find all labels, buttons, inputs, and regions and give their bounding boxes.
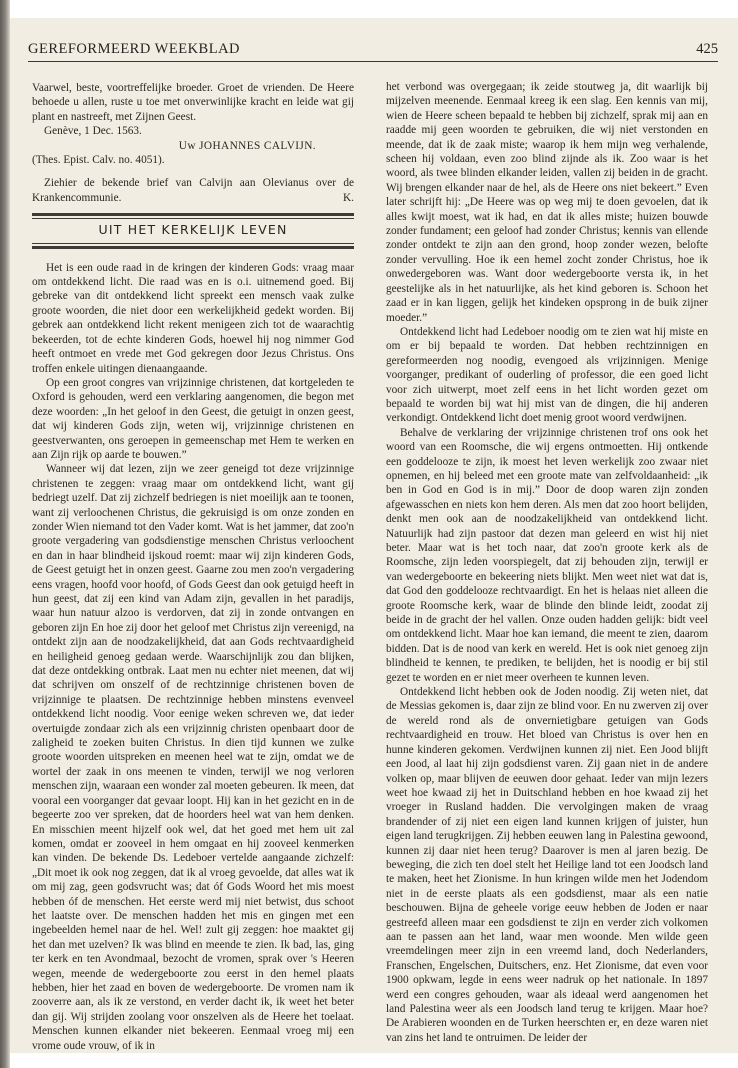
- rule-thick: [32, 246, 354, 249]
- magazine-page: [10, 18, 738, 1053]
- section-heading: UIT HET KERKELIJK LEVEN: [98, 222, 288, 238]
- article-body-left: [32, 261, 354, 1053]
- page-number: 425: [696, 41, 718, 57]
- binder-edge: [0, 0, 10, 1068]
- rule-thick: [32, 213, 354, 216]
- periodical-title: GEREFORMEERD WEEKBLAD: [28, 41, 241, 57]
- section-rule-bottom: [32, 243, 354, 249]
- page-header: [28, 40, 718, 62]
- letter-reference: (Thes. Epist. Calv. no. 4051).: [32, 154, 165, 167]
- letter-closing: [32, 81, 354, 167]
- letter-body: Vaarwel, beste, voortreffelijke broeder. Groet de vrienden. De Heere behoede u allen, ruste u toe met onverwinlijke kracht en leide wat gij plant en nastreeft, met Zijnen Geest.: [32, 82, 354, 123]
- article-paragraph: Ontdekkend licht hebben ook de Joden noodig. Zij weten niet, dat de Messias gekomen is, daar zijn ze blind voor. En nu zwerven zij over de wereld rond als de onvernietigbare getuigen van Gods rechtvaardigheid en trouw. Het bloed van Christus is over hen en hunne kinderen gekomen. Verdwijnen kunnen zij niet. Een Jood blijft een Jood, al laat hij zijn godsdienst varen. Zij gaan niet in de andere volken op, maar blijven de eeuwen door gehaat. Ieder van mijn lezers weet hoe kwaad zij het in Duitschland hebben en hoe kwaad zij het vroeger in Rusland hadden. Die vervolgingen maken de vraag brandender of zij niet een eigen land kunnen krijgen of juister, hun eigen land terugkrijgen. Zij hebben eeuwen lang in Palestina gewoond, kunnen zij daar niet heen terug? Daarover is men al jaren bezig. De beweging, die zich ten doel stelt het Heilige land tot een Joodsch land te maken, heet het Zionisme. In hun kringen wilde men het Jodendom niet in de eerste plaats als een godsdienst, maar als een natie beschouwen. Bijna de geheele vorige eeuw hebben de Joden er naar gestreefd alleen maar een godsdienst te zijn en verder zich volkomen aan te passen aan het land, waar men woonde. Men wilde geen vreemdelingen meer zijn in een vreemd land, doch Nederlanders, Franschen, Engelschen, Duitschers, enz. Het Zionisme, dat even voor 1900 opkwam, legde in eens weer nadruk op het nationale. In 1897 werd een congres gehouden, waar als ideaal werd aangenomen het land Palestina weer als een Joodsch land terug te krijgen. Maar hoe? De Arabieren woonden en de Turken heerschten er, en deze waren niet van zins het land te ontruimen. De leider der: [386, 686, 708, 1044]
- article-paragraph: Op een groot congres van vrijzinnige christenen, dat kortgeleden te Oxford is gehouden, werd een verklaring aangenomen, die begon met deze woorden: „In het geloof in den Geest, die getuigt in onzen geest, dat wij kinderen Gods zijn, weten wij, vrijzinnige christenen en geestverwanten, ons geroepen in gemeenschap met Hem te werken en aan Zijn rijk op aarde te bouwen.”: [32, 376, 354, 461]
- article-paragraph: Behalve de verklaring der vrijzinnige christenen trof ons ook het woord van een Roomsche, die wij ergens ontmoetten. Hij ontkende een goddelooze te zijn, ik moest het leven werkelijk zoo zwaar niet opnemen, en hij beleed met een groote mate van zelfvoldaanheid: „ik ben in God en God is in mij.” Door de doop waren zijn zonden afgewasschen en niets kon hem deren. Als men dat zoo hoort belijden, denkt men ook aan de noodzakelijkheid van ontdekkend licht. Natuurlijk had zijn pastoor dat dezen man geleerd en wist hij niet beter. Maar wat is het toch naar, dat zoo'n groote kerk als de Roomsche, zijn leden voorspiegelt, dat zij behouden zijn, terwijl er van wedergeboorte en bekeering niets blijkt. Men weet niet wat dat is, dat God den goddelooze rechtvaardigt. En het is helaas niet alleen die groote Roomsche kerk, waar de blinde den blinde leidt, zoodat zij beide in de gracht der hel vallen. Onze ouden hadden gelijk: bidt veel om ontdekkend licht. Maar hoe kan iemand, die meent te zien, daarom bidden. Dat is de nood van kerk en wereld. Het is ook niet genoeg zijn blindheid te kennen, te prediken, te belijden, het is noodig er bij stil gezet te worden en er niet meer overheen te kunnen leven.: [386, 426, 708, 684]
- left-column: [32, 81, 354, 1053]
- editor-initial: K.: [343, 191, 354, 204]
- article-paragraph: Ontdekkend licht had Ledeboer noodig om te zien wat hij miste en om er bij bepaald te worden. Dat hebben rechtzinnigen en gereformeerden nog noodig, evengoed als vrijzinnigen. Menige voorganger, predikant of ouderling of professor, die een goed licht voor zich uitwerpt, moet zelf eens in het licht worden gezet om bepaald te worden bij wat hij mist van de dingen, die hij anderen verkondigt. Ontdekkend licht doet menig groot woord verdwijnen.: [386, 325, 708, 425]
- letter-place-date: Genève, 1 Dec. 1563.: [44, 125, 142, 138]
- article-paragraph: Wanneer wij dat lezen, zijn we zeer geneigd tot deze vrijzinnige christenen te zeggen: vraag maar om ontdekkend licht, want gij bedriegt uzelf. Dat zij zichzelf bedriegen is niet moeilijk aan te toonen, want zij verloochenen Christus, die gekruisigd is om onze zonden en zonder Wien niemand tot den Vader komt. Wat is het jammer, dat zoo'n groote vergadering van godsdienstige menschen Christus verloochent en dan in haar blindheid ijskoud roemt: maar wij zijn kinderen Gods, de Geest getuigt het in onzen geest. Gaarne zou men zoo'n vergadering eens vragen, hoofd voor hoofd, of Gods Geest dan ook getuigd heeft in hun geest, dat zij een kind van Adam zijn, gevallen in het paradijs, waar hun natuur alzoo is verdorven, dat zij in zonde ontvangen en geboren zijn En hoe zij door het geloof met Christus zijn vereenigd, na ontdekt zijn aan de noodzakelijkheid, dat aan Gods rechtvaardigheid en heiligheid genoeg gedaan werde. Waarschijnlijk zou dan blijken, dat deze ontdekking ontbrak. Laat men nu echter niet meenen, dat wij dat schrijven om onszelf of de rechtzinnige christenen boven de vrijzinnige te plaatsen. De rechtzinnige hebben minstens evenveel ontdekkend licht noodig. Voor eenige weken schreven we, dat ieder overtuigde zondaar zich als een vrijzinnig christen openbaart door de zaligheid te zoeken buiten Christus. In dien tijd kunnen we zulke groote woorden uitspreken en meenen heel wat te zijn, omdat we de wortel der zaak in ons meenen te vinden, terwijl we nog verloren menschen zijn, waaraan een wonder zal moeten gebeuren. Ik meen, dat vooral een voorganger dat gevaar loopt. Hij kan in het gezicht en in de begeerte zoo ver spreken, dat de hoorders heel wat van hem denken. En misschien meent hijzelf ook wel, dat het goed met hem uit zal komen, omdat er zooveel in hem omgaat en hij zooveel kenmerken kan vinden. De bekende Ds. Ledeboer vertelde aangaande zichzelf: „Dit moet ik ook nog zeggen, dat ik al vroeg gevoelde, dat alles wat ik om mij zag, geen godsvrucht was; dat óf Gods Woord het mis moest hebben óf de menschen. Het eerste werd mij niet betwist, dus schoot het laatste over. De menschen hadden het mis en gingen met een ingebeelden hemel naar de hel. Wel! zult gij zeggen: hoe maaktet gij het dan met uzelven? Ik was blind en meende te zien. Ik bad, las, ging ter kerk en ten Avondmaal, bezocht de vromen, sprak over 's Heeren wegen, meende de wedergeboorte zou eerst in den hemel plaats hebben, hier het zaad en boven de wedergeboorte. De vromen nam ik zooverre aan, als ik ze verstond, en verder dacht ik, ik weet het beter dan gij. Wij strijden zoolang voor onszelven als de Heere het toelaat. Menschen kunnen elkander niet bekeeren. Eenmaal vroeg mij een vrome oude vrouw, of ik in: [32, 463, 354, 1052]
- editor-note-text: Ziehier de bekende brief van Calvijn aan Olevianus over de Krankencommunie.: [32, 177, 354, 204]
- right-column: [386, 80, 708, 1045]
- article-paragraph: het verbond was overgegaan; ik zeide stoutweg ja, dit waarlijk bij mijzelven meenende. Eenmaal kreeg ik een slag. Een kennis van mij, wien de Heere scheen bepaald te hebben bij zichzelf, sprak mij aan en raadde mij geen woorden te gebruiken, die wij niet verstonden en meende, dat ik de zaak miste; waarop ik hem mijn weg verhalende, scheen hij voldaan, even zoo blind zijnde als ik. Zoo waar is het woord, als twee blinden elkander leiden, vallen zij beiden in de gracht. Wij brengen elkander naar de hel, als de Heere ons niet bekeert.” Even later schrijft hij: „De Heere was op weg mij te doen gevoelen, dat ik alles kwijt moest, wat ik had, en dat ik alles miste; huizen bouwde zonder fundament; een geloof had zonder Christus; kennis van ellende zonder ontdekt te zijn aan den grond, hoop zonder wezen, belofte zonder vervulling. Hoe ik een hemel zocht zonder Christus, hoe ik onwedergeboren was. Want door wedergeboorte versta ik, in het geestelijke als in het natuurlijke, als het kind geboren is. Schoon het zaad er in kan liggen, gelijk het kindeken opsprong in de buik zijner moeder.”: [386, 81, 708, 324]
- article-paragraph: Het is een oude raad in de kringen der kinderen Gods: vraag maar om ontdekkend licht. Die raad was en is o.i. uitnemend goed. Bij gebreke van dit ontdekkend licht spreekt een mensch vaak zulke groote woorden, die niet door een werkelijkheid gedekt worden. Bij gebrek aan ontdekkend licht rekent menigeen zich tot de waarachtig bekeerden, tot de echte kinderen Gods, hoewel hij nog nimmer God heeft ontmoet en vrede met God gekregen door Jezus Christus. Ons troffen enkele uitingen dienaangaande.: [32, 261, 354, 375]
- letter-signature: Uw JOHANNES CALVIJN.: [178, 139, 316, 152]
- rule-thin: [32, 243, 354, 244]
- editor-note: [32, 176, 354, 205]
